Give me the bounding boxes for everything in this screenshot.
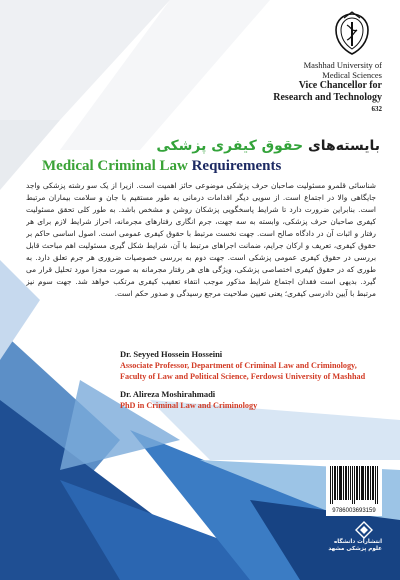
author-2-name: Dr. Alireza Moshirahmadi <box>120 389 216 399</box>
publisher-block <box>222 60 382 114</box>
isbn-number: 9786003693159 <box>332 508 376 514</box>
isbn-barcode <box>326 464 382 516</box>
author-1-affiliation-1: Associate Professor, Department of Criminal Law and Criminology, <box>120 361 357 370</box>
persian-title-part-1: بایسته‌های <box>307 138 380 154</box>
publisher-line-3: Vice Chancellor for <box>298 80 382 91</box>
author-1-affiliation-2: Faculty of Law and Political Science, Ferdowsi University of Mashhad <box>120 372 366 381</box>
english-title-part-2: Requirements <box>191 158 282 174</box>
publisher-name-bottom <box>302 539 382 553</box>
english-title-part-1: Medical Criminal Law <box>42 158 188 174</box>
persian-abstract: شناسائی قلمرو مسئولیت صاحبان حرف پزشکی موضوعی حائز اهمیت است. ازیرا از یک سو رشته پزشکی واجد جایگاهی والا در اجتماع است. از سویی دیگر اقدامات درمانی به طور مستقیم با جان و سلامت بیماران مرتبط است. بنابراین ضرورت دارد تا شرایط پاسخگویی پزشکان روشن و مشخص باشد. به طور کلی تحقق مسئولیت کیفری صاحبان حرف پزشکی، وابسته به سه جهت، جرم انگاری رفتارهای مجرمانه، احراز شرایط لازم برای هر رفتار و اثبات آن در دادگاه صالح است. جهت نخست مرتبط با حقوق کیفری عمومی است. اصول اساسی حاکم بر حقوق کیفری، تعریف و ارکان جرایم، ضمانت اجراهای مرتبط با آن، شرایط شکل گیری مسئولیت اهم مباحث قابل بررسی در حقوق کیفری عمومی پزشکی است. جهت دوم به بررسی خصوصیات ضروری هر جرم تعلق دارد. به طوری که در حقوق کیفری اختصاصی پزشکی، ویژگی های هر رفتار مجرمانه به صورت مجزا مورد تحلیل قرار می گیرد. بدیهی است فقدان اجتماع شرایط مذکور موجب انتفاء تعقیب کیفری مرتکب خواهد شد. جهت سوم نیز مرتبط با آیین دادرسی کیفری؛ یعنی تعیین صلاحیت مرجع رسیدگی و صدور حکم است. <box>26 181 376 298</box>
author-1-name: Dr. Seyyed Hossein Hosseini <box>120 349 223 359</box>
publisher-line-1: Mashhad University of <box>303 60 382 70</box>
publisher-bottom-line-1: انتشارات دانشگاه <box>333 539 382 545</box>
persian-title-part-2: حقوق کیفری پزشکی <box>156 138 304 154</box>
authors-block <box>120 348 385 411</box>
publication-number: 632 <box>371 105 382 113</box>
publisher-bottom-line-2: علوم پزشکی مشهد <box>328 546 382 552</box>
university-emblem-icon <box>322 10 382 58</box>
english-title <box>42 158 281 175</box>
publisher-line-2: Medical Sciences <box>322 70 382 80</box>
barcode-icon <box>330 466 378 504</box>
publisher-line-4: Research and Technology <box>273 92 382 103</box>
author-2-affiliation-1: PhD in Criminal Law and Criminology <box>120 401 258 410</box>
persian-title <box>156 138 380 154</box>
